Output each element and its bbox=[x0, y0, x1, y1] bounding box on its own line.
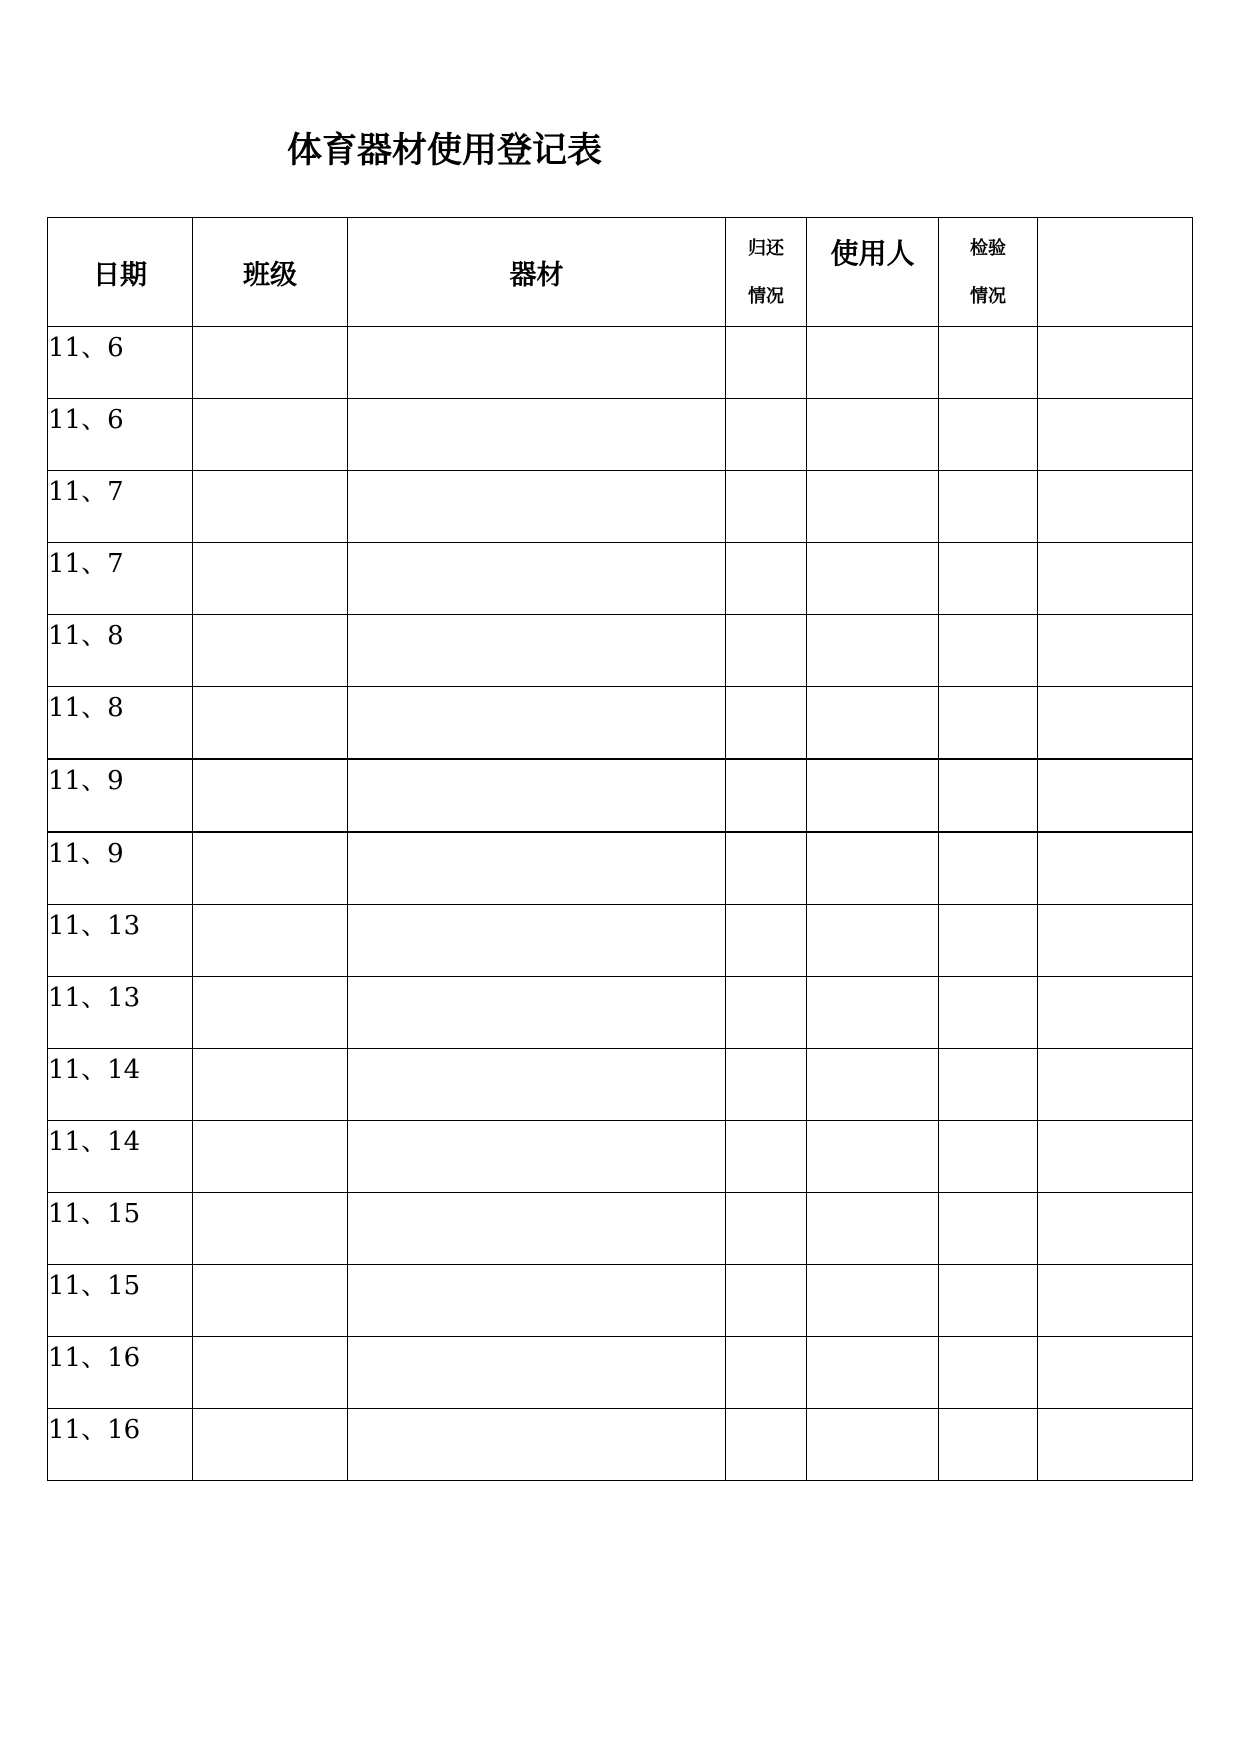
equipment-register-table bbox=[47, 217, 1193, 1481]
table-row bbox=[48, 1121, 1193, 1193]
inspection-cell[interactable] bbox=[939, 687, 1038, 760]
inspection-cell[interactable] bbox=[939, 1337, 1038, 1409]
class-cell[interactable] bbox=[193, 759, 348, 832]
return-status-cell[interactable] bbox=[726, 977, 807, 1049]
return-status-cell[interactable] bbox=[726, 687, 807, 760]
extra-cell[interactable] bbox=[1038, 615, 1193, 687]
class-cell[interactable] bbox=[193, 327, 348, 399]
class-cell[interactable] bbox=[193, 1409, 348, 1481]
return-status-cell[interactable] bbox=[726, 1121, 807, 1193]
header-user-label: 使用人 bbox=[830, 237, 915, 270]
date-cell[interactable]: 11、15 bbox=[48, 1193, 193, 1265]
header-return-status-line2: 情况 bbox=[748, 286, 784, 307]
class-cell[interactable] bbox=[193, 543, 348, 615]
inspection-cell[interactable] bbox=[939, 759, 1038, 832]
equipment-cell[interactable] bbox=[348, 1193, 726, 1265]
table-row bbox=[48, 471, 1193, 543]
return-status-cell[interactable] bbox=[726, 905, 807, 977]
date-cell[interactable]: 11、9 bbox=[48, 759, 193, 832]
header-blank bbox=[1038, 218, 1193, 327]
header-user bbox=[807, 218, 939, 327]
extra-cell[interactable] bbox=[1038, 327, 1193, 399]
inspection-cell[interactable] bbox=[939, 977, 1038, 1049]
class-cell[interactable] bbox=[193, 1337, 348, 1409]
equipment-cell[interactable] bbox=[348, 832, 726, 905]
date-cell[interactable]: 11、8 bbox=[48, 687, 193, 760]
class-cell[interactable] bbox=[193, 977, 348, 1049]
table-row bbox=[48, 687, 1193, 760]
return-status-cell[interactable] bbox=[726, 327, 807, 399]
date-cell[interactable]: 11、14 bbox=[48, 1049, 193, 1121]
extra-cell[interactable] bbox=[1038, 759, 1193, 832]
table-row bbox=[48, 977, 1193, 1049]
table-row bbox=[48, 759, 1193, 832]
table-row bbox=[48, 1193, 1193, 1265]
equipment-cell[interactable] bbox=[348, 1121, 726, 1193]
date-cell[interactable]: 11、16 bbox=[48, 1337, 193, 1409]
extra-cell[interactable] bbox=[1038, 905, 1193, 977]
date-cell[interactable]: 11、14 bbox=[48, 1121, 193, 1193]
extra-cell[interactable] bbox=[1038, 977, 1193, 1049]
page-title: 体育器材使用登记表 bbox=[287, 131, 603, 171]
return-status-cell[interactable] bbox=[726, 615, 807, 687]
register-body bbox=[48, 327, 1193, 1481]
table-row bbox=[48, 1409, 1193, 1481]
inspection-cell[interactable] bbox=[939, 1409, 1038, 1481]
table-row bbox=[48, 327, 1193, 399]
equipment-cell[interactable] bbox=[348, 1337, 726, 1409]
user-cell[interactable] bbox=[807, 759, 939, 832]
user-cell[interactable] bbox=[807, 327, 939, 399]
user-cell[interactable] bbox=[807, 543, 939, 615]
extra-cell[interactable] bbox=[1038, 399, 1193, 471]
extra-cell[interactable] bbox=[1038, 1121, 1193, 1193]
class-cell[interactable] bbox=[193, 471, 348, 543]
user-cell[interactable] bbox=[807, 1049, 939, 1121]
user-cell[interactable] bbox=[807, 615, 939, 687]
extra-cell[interactable] bbox=[1038, 687, 1193, 760]
user-cell[interactable] bbox=[807, 977, 939, 1049]
class-cell[interactable] bbox=[193, 1193, 348, 1265]
header-class: 班级 bbox=[193, 218, 348, 327]
class-cell[interactable] bbox=[193, 1265, 348, 1337]
return-status-cell[interactable] bbox=[726, 832, 807, 905]
user-cell[interactable] bbox=[807, 832, 939, 905]
inspection-cell[interactable] bbox=[939, 905, 1038, 977]
class-cell[interactable] bbox=[193, 399, 348, 471]
user-cell[interactable] bbox=[807, 687, 939, 760]
table-row bbox=[48, 1049, 1193, 1121]
table-row bbox=[48, 615, 1193, 687]
inspection-cell[interactable] bbox=[939, 327, 1038, 399]
user-cell[interactable] bbox=[807, 1265, 939, 1337]
table-row bbox=[48, 399, 1193, 471]
return-status-cell[interactable] bbox=[726, 1049, 807, 1121]
inspection-cell[interactable] bbox=[939, 1265, 1038, 1337]
user-cell[interactable] bbox=[807, 1193, 939, 1265]
inspection-cell[interactable] bbox=[939, 543, 1038, 615]
header-inspection-line2: 情况 bbox=[970, 286, 1006, 307]
return-status-cell[interactable] bbox=[726, 1409, 807, 1481]
return-status-cell[interactable] bbox=[726, 399, 807, 471]
table-row bbox=[48, 905, 1193, 977]
header-inspection-line1: 检验 bbox=[970, 238, 1006, 259]
extra-cell[interactable] bbox=[1038, 1337, 1193, 1409]
class-cell[interactable] bbox=[193, 1049, 348, 1121]
return-status-cell[interactable] bbox=[726, 1193, 807, 1265]
extra-cell[interactable] bbox=[1038, 1265, 1193, 1337]
date-cell[interactable]: 11、6 bbox=[48, 399, 193, 471]
equipment-cell[interactable] bbox=[348, 1049, 726, 1121]
user-cell[interactable] bbox=[807, 399, 939, 471]
class-cell[interactable] bbox=[193, 615, 348, 687]
header-date: 日期 bbox=[48, 218, 193, 327]
equipment-cell[interactable] bbox=[348, 905, 726, 977]
equipment-cell[interactable] bbox=[348, 327, 726, 399]
inspection-cell[interactable] bbox=[939, 1049, 1038, 1121]
date-cell[interactable]: 11、7 bbox=[48, 543, 193, 615]
user-cell[interactable] bbox=[807, 1409, 939, 1481]
user-cell[interactable] bbox=[807, 471, 939, 543]
inspection-cell[interactable] bbox=[939, 1121, 1038, 1193]
table-row bbox=[48, 1337, 1193, 1409]
inspection-cell[interactable] bbox=[939, 1193, 1038, 1265]
table-row bbox=[48, 1265, 1193, 1337]
date-cell[interactable]: 11、6 bbox=[48, 327, 193, 399]
table-row bbox=[48, 832, 1193, 905]
return-status-cell[interactable] bbox=[726, 471, 807, 543]
extra-cell[interactable] bbox=[1038, 1049, 1193, 1121]
return-status-cell[interactable] bbox=[726, 1337, 807, 1409]
equipment-cell[interactable] bbox=[348, 977, 726, 1049]
return-status-cell[interactable] bbox=[726, 543, 807, 615]
equipment-cell[interactable] bbox=[348, 615, 726, 687]
equipment-cell[interactable] bbox=[348, 543, 726, 615]
date-cell[interactable]: 11、15 bbox=[48, 1265, 193, 1337]
class-cell[interactable] bbox=[193, 832, 348, 905]
user-cell[interactable] bbox=[807, 1121, 939, 1193]
inspection-cell[interactable] bbox=[939, 471, 1038, 543]
return-status-cell[interactable] bbox=[726, 1265, 807, 1337]
equipment-cell[interactable] bbox=[348, 1265, 726, 1337]
header-inspection bbox=[939, 218, 1038, 327]
extra-cell[interactable] bbox=[1038, 471, 1193, 543]
return-status-cell[interactable] bbox=[726, 759, 807, 832]
date-cell[interactable]: 11、8 bbox=[48, 615, 193, 687]
equipment-cell[interactable] bbox=[348, 471, 726, 543]
extra-cell[interactable] bbox=[1038, 543, 1193, 615]
date-cell[interactable]: 11、7 bbox=[48, 471, 193, 543]
extra-cell[interactable] bbox=[1038, 832, 1193, 905]
date-cell[interactable]: 11、16 bbox=[48, 1409, 193, 1481]
user-cell[interactable] bbox=[807, 1337, 939, 1409]
equipment-cell[interactable] bbox=[348, 399, 726, 471]
class-cell[interactable] bbox=[193, 687, 348, 760]
extra-cell[interactable] bbox=[1038, 1409, 1193, 1481]
equipment-cell[interactable] bbox=[348, 1409, 726, 1481]
inspection-cell[interactable] bbox=[939, 832, 1038, 905]
date-cell[interactable]: 11、9 bbox=[48, 832, 193, 905]
header-return-status-line1: 归还 bbox=[748, 238, 784, 259]
class-cell[interactable] bbox=[193, 905, 348, 977]
inspection-cell[interactable] bbox=[939, 399, 1038, 471]
class-cell[interactable] bbox=[193, 1121, 348, 1193]
date-cell[interactable]: 11、13 bbox=[48, 977, 193, 1049]
header-row bbox=[48, 218, 1193, 327]
header-return-status bbox=[726, 218, 807, 327]
inspection-cell[interactable] bbox=[939, 615, 1038, 687]
equipment-cell[interactable] bbox=[348, 759, 726, 832]
table-row bbox=[48, 543, 1193, 615]
user-cell[interactable] bbox=[807, 905, 939, 977]
extra-cell[interactable] bbox=[1038, 1193, 1193, 1265]
equipment-cell[interactable] bbox=[348, 687, 726, 760]
date-cell[interactable]: 11、13 bbox=[48, 905, 193, 977]
header-equipment: 器材 bbox=[348, 218, 726, 327]
